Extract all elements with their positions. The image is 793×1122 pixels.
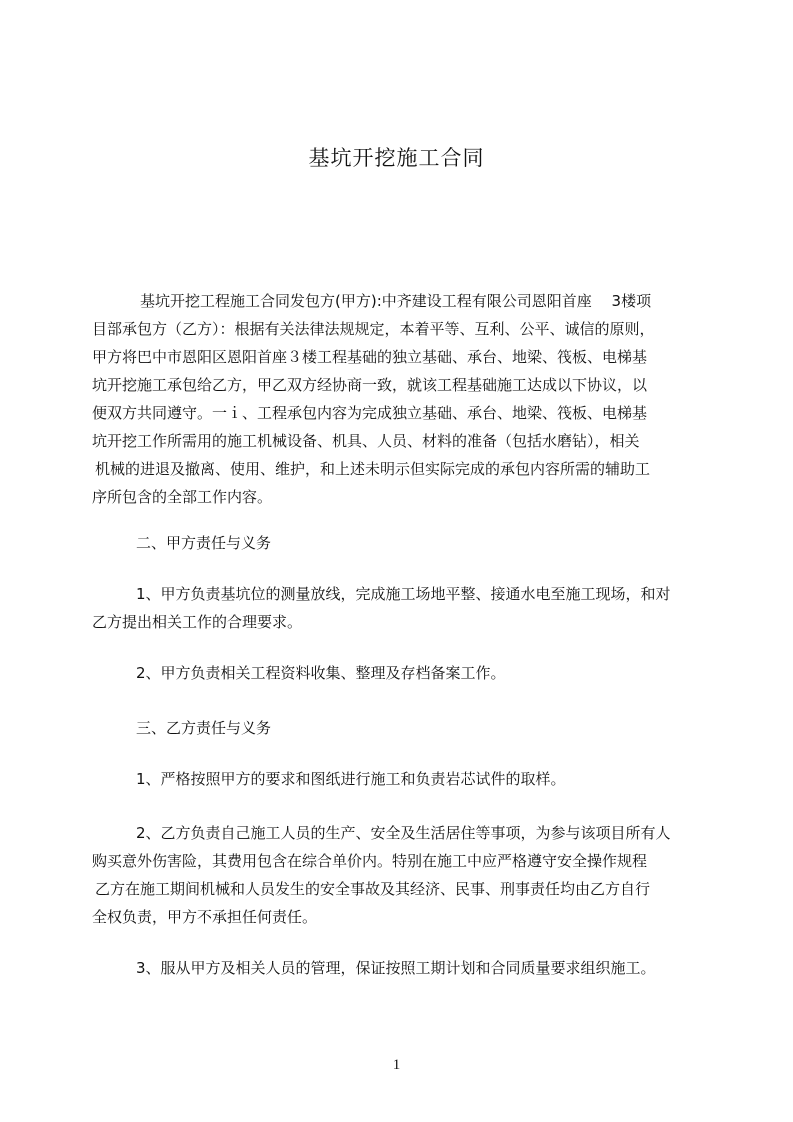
body-text-line: 购买意外伤害险，其费用包含在综合单价内。特别在施工中应严格遵守安全操作规程	[92, 852, 648, 870]
body-text-line: 坑开挖工作所需用的施工机械设备、机具、人员、材料的准备（包括水磨钻），相关	[92, 432, 640, 450]
body-text-line: 目部承包方（乙方）：根据有关法律法规规定，本着平等、互利、公平、诚信的原则，	[92, 320, 655, 338]
body-text-line: 机械的进退及撤离、使用、维护，和上述未明示但实际完成的承包内容所需的辅助工	[95, 460, 651, 478]
section-heading-party-b: 三、乙方责任与义务	[136, 719, 272, 737]
body-text-line: 3、服从甲方及相关人员的管理，保证按照工期计划和合同质量要求组织施工。	[136, 959, 656, 977]
body-text-line: 2、甲方负责相关工程资料收集、整理及存档备案工作。	[136, 664, 506, 682]
body-text-line: 全权负责，甲方不承担任何责任。	[92, 908, 318, 926]
body-text-line: 便双方共同遵守。一ｉ、工程承包内容为完成独立基础、承台、地梁、筏板、电梯基	[92, 404, 648, 422]
section-heading-party-a: 二、甲方责任与义务	[136, 534, 272, 552]
document-title: 基坑开挖施工合同	[308, 146, 485, 170]
page-number: 1	[392, 1057, 401, 1073]
body-text-line: 1、甲方负责基坑位的测量放线，完成施工场地平整、接通水电至施工现场，和对	[136, 585, 671, 603]
body-text-line: 1、严格按照甲方的要求和图纸进行施工和负责岩芯试件的取样。	[136, 770, 566, 788]
body-text-line: 坑开挖施工承包给乙方，甲乙双方经协商一致，就该工程基础施工达成以下协议，以	[92, 376, 648, 394]
body-text-line: 2、乙方负责自己施工人员的生产、安全及生活居住等事项，为参与该项目所有人	[136, 824, 671, 842]
body-text-line: 甲方将巴中市恩阳区恩阳首座３楼工程基础的独立基础、承台、地梁、筏板、电梯基	[92, 348, 648, 366]
body-text-line: 乙方在施工期间机械和人员发生的安全事故及其经济、民事、刑事责任均由乙方自行	[95, 880, 651, 898]
body-text-line: 序所包含的全部工作内容。	[92, 488, 273, 506]
body-text-line: 基坑开挖工程施工合同发包方(甲方):中齐建设工程有限公司恩阳首座 3楼项	[140, 292, 652, 310]
body-text-line: 乙方提出相关工作的合理要求。	[92, 613, 303, 631]
